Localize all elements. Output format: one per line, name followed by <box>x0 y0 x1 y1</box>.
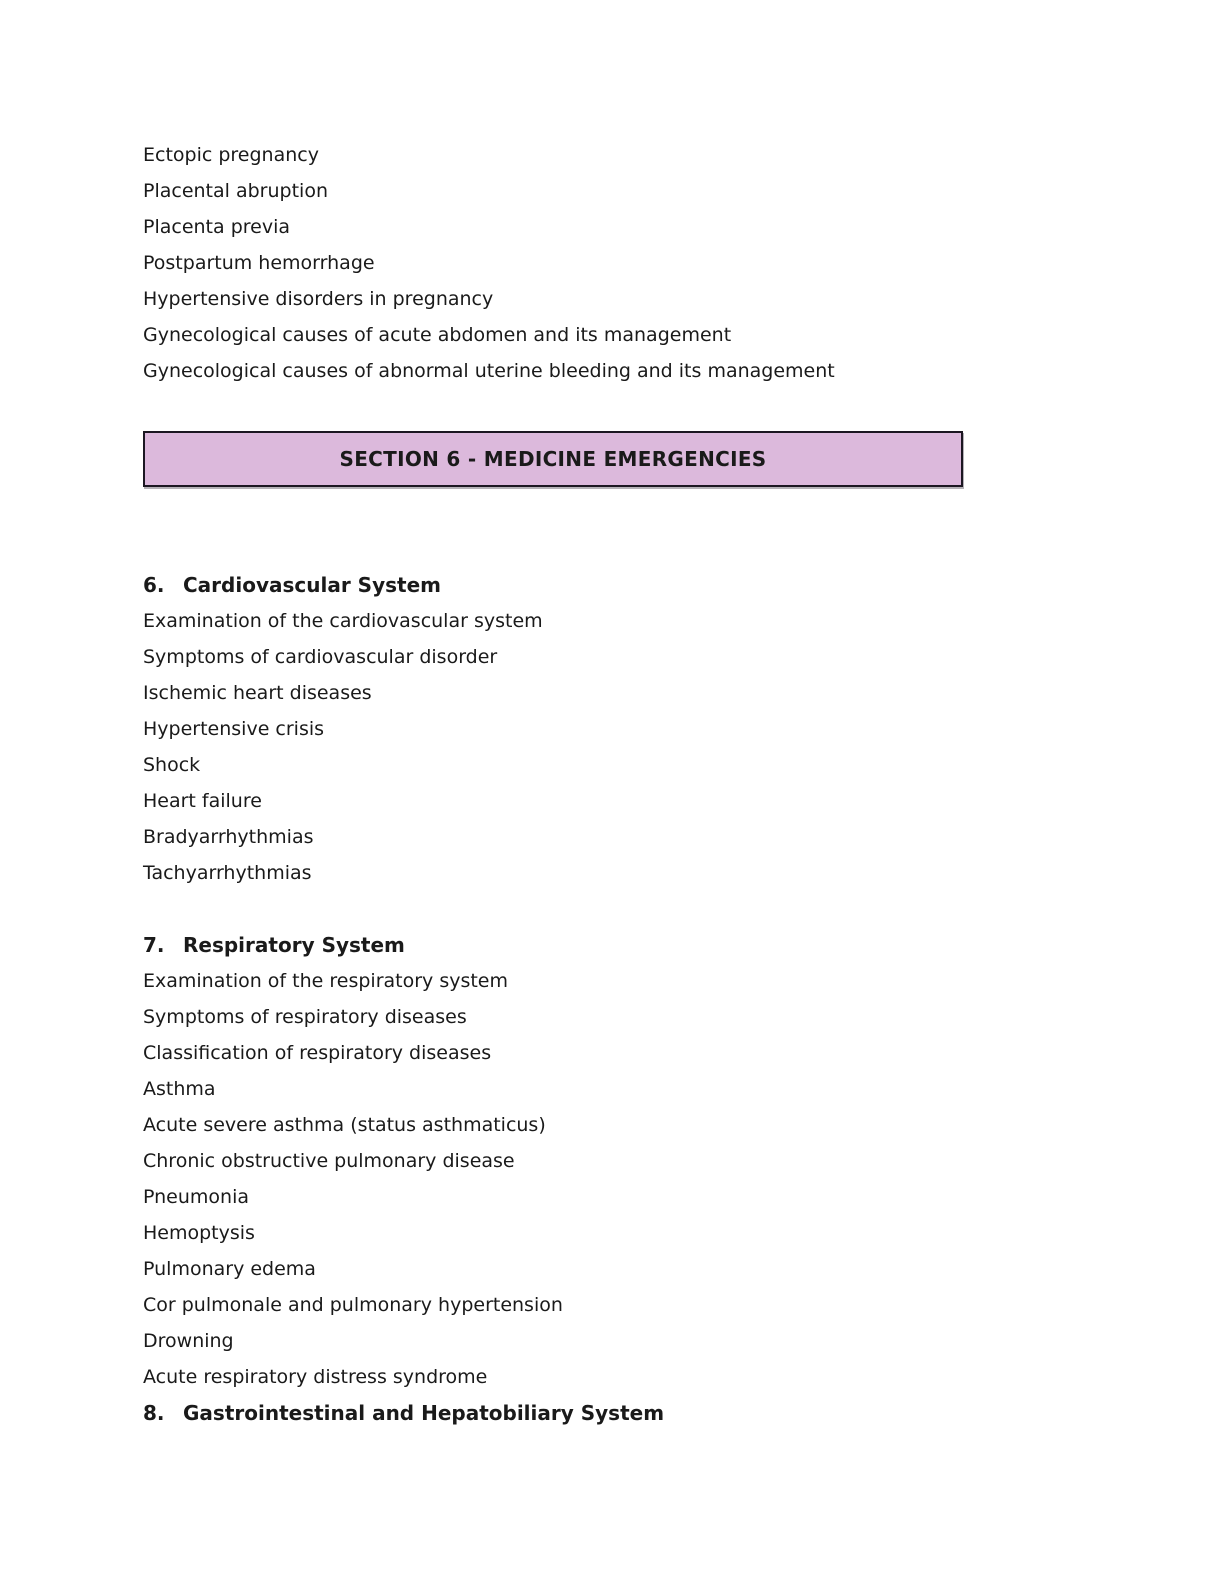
topic-item: Examination of the cardiovascular system <box>143 610 543 632</box>
section-number: 7. <box>143 933 165 957</box>
topic-item: Pulmonary edema <box>143 1258 316 1280</box>
topic-item: Postpartum hemorrhage <box>143 252 375 274</box>
section-cardiovascular <box>143 567 1074 891</box>
topic-item: Placenta previa <box>143 216 290 238</box>
topic-item: Examination of the respiratory system <box>143 970 509 992</box>
topic-item: Tachyarrhythmias <box>143 862 312 884</box>
topic-item: Cor pulmonale and pulmonary hypertension <box>143 1294 563 1316</box>
topic-item: Bradyarrhythmias <box>143 826 314 848</box>
topic-item: Acute severe asthma (status asthmaticus) <box>143 1114 546 1136</box>
topic-item: Symptoms of respiratory diseases <box>143 1006 467 1028</box>
topic-item: Hemoptysis <box>143 1222 255 1244</box>
topic-item: Symptoms of cardiovascular disorder <box>143 646 498 668</box>
topic-item: Gynecological causes of acute abdomen and its management <box>143 324 732 346</box>
topic-item: Heart failure <box>143 790 262 812</box>
topic-item: Gynecological causes of abnormal uterine bleeding and its management <box>143 360 835 382</box>
topic-item: Shock <box>143 754 201 776</box>
topic-item: Asthma <box>143 1078 216 1100</box>
topic-item: Ischemic heart diseases <box>143 682 372 704</box>
section-banner <box>143 431 963 487</box>
section-banner-title: SECTION 6 - MEDICINE EMERGENCIES <box>339 447 767 471</box>
topic-item: Placental abruption <box>143 180 328 202</box>
respiratory-topic-list <box>143 963 1074 1395</box>
topic-item: Pneumonia <box>143 1186 249 1208</box>
section-title: Respiratory System <box>183 933 405 957</box>
topic-item: Chronic obstructive pulmonary disease <box>143 1150 515 1172</box>
section-number: 8. <box>143 1401 165 1425</box>
section-heading <box>143 567 1074 603</box>
section-title: Cardiovascular System <box>183 573 441 597</box>
topic-item: Hypertensive crisis <box>143 718 325 740</box>
section-title: Gastrointestinal and Hepatobiliary System <box>183 1401 665 1425</box>
section-number: 6. <box>143 573 165 597</box>
section-gastrointestinal <box>143 1395 1074 1431</box>
topic-item: Drowning <box>143 1330 234 1352</box>
topic-item: Ectopic pregnancy <box>143 144 319 166</box>
topic-item: Classification of respiratory diseases <box>143 1042 492 1064</box>
section-respiratory <box>143 927 1074 1395</box>
section-heading <box>143 1395 1074 1431</box>
section-heading <box>143 927 1074 963</box>
topic-item: Acute respiratory distress syndrome <box>143 1366 488 1388</box>
topic-item: Hypertensive disorders in pregnancy <box>143 288 494 310</box>
cardiovascular-topic-list <box>143 603 1074 891</box>
obgyn-topic-list <box>143 137 1074 389</box>
